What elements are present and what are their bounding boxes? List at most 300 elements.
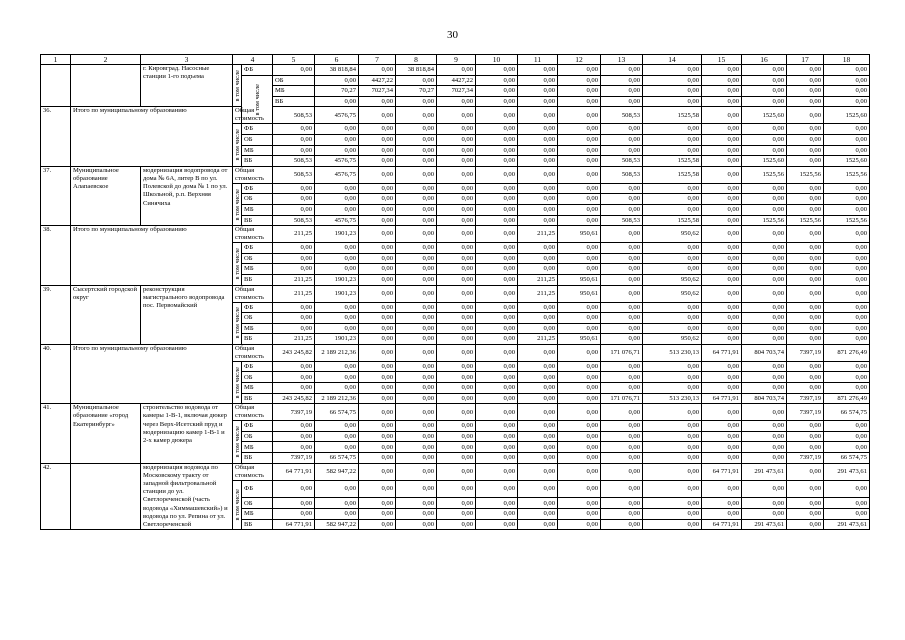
value-cell-col-5: 0,00 xyxy=(273,421,315,432)
table-row xyxy=(41,65,870,76)
value-cell-col-11: 0,00 xyxy=(518,145,558,156)
value-cell-col-7: 0,00 xyxy=(359,65,396,76)
value-cell-col-7: 0,00 xyxy=(359,156,396,167)
row-number: 37. xyxy=(41,166,71,225)
value-cell-col-6: 1901,23 xyxy=(315,274,359,285)
value-cell-col-9: 0,00 xyxy=(437,480,476,498)
value-cell-col-18: 0,00 xyxy=(824,323,870,334)
value-cell-col-7: 0,00 xyxy=(396,75,437,86)
value-cell-col-6: 0,00 xyxy=(315,145,359,156)
value-cell-col-13: 0,00 xyxy=(601,204,643,215)
value-cell-col-13: 0,00 xyxy=(643,75,702,86)
value-cell-col-13: 0,00 xyxy=(601,463,643,480)
value-cell-col-13: 508,53 xyxy=(601,107,643,124)
value-cell-col-17: 0,00 xyxy=(787,463,824,480)
value-cell-col-15: 0,00 xyxy=(702,243,742,254)
value-cell-col-17: 0,00 xyxy=(787,124,824,135)
source-ОБ: ОБ xyxy=(242,431,273,442)
value-cell-col-8: 0,00 xyxy=(396,124,437,135)
value-cell-col-6: 0,00 xyxy=(315,421,359,432)
table-row xyxy=(41,107,870,124)
value-cell-col-6: 0,00 xyxy=(315,480,359,498)
value-cell-col-18: 0,00 xyxy=(824,194,870,205)
value-cell-col-11: 0,00 xyxy=(518,323,558,334)
value-cell-col-16: 0,00 xyxy=(742,194,787,205)
column-number-5: 5 xyxy=(273,55,315,65)
total-label: Итого по муниципальному образованию xyxy=(71,107,233,166)
value-cell-col-11: 0,00 xyxy=(518,124,558,135)
source-ВБ: ВБ xyxy=(242,519,273,530)
value-cell-col-16: 804 703,74 xyxy=(742,344,787,361)
value-cell-col-17: 0,00 xyxy=(787,302,824,313)
table-row xyxy=(41,344,870,361)
value-cell-col-6: 2 189 212,36 xyxy=(315,344,359,361)
value-cell-col-17: 0,00 xyxy=(787,519,824,530)
value-cell-col-18: 1525,56 xyxy=(824,166,870,183)
source-ФБ: ФБ xyxy=(242,421,273,432)
value-cell-col-10: 0,00 xyxy=(476,134,518,145)
value-cell-col-5: 64 771,91 xyxy=(273,519,315,530)
value-cell-col-10: 0,00 xyxy=(518,75,558,86)
value-cell-col-6: 7027,34 xyxy=(359,86,396,97)
value-cell-col-9: 0,00 xyxy=(437,323,476,334)
value-cell-col-9: 0,00 xyxy=(437,243,476,254)
value-cell-col-17: 0,00 xyxy=(787,509,824,520)
value-cell-col-14: 950,62 xyxy=(643,226,702,243)
value-cell-col-13: 0,00 xyxy=(601,509,643,520)
value-cell-col-17: 0,00 xyxy=(787,334,824,345)
included-label-text: в том числе xyxy=(233,248,241,280)
value-cell-col-17: 0,00 xyxy=(787,204,824,215)
value-cell-col-15: 0,00 xyxy=(702,274,742,285)
value-cell-col-16: 0,00 xyxy=(742,323,787,334)
value-cell-col-12: 0,00 xyxy=(558,383,601,394)
value-cell-col-6: 4576,75 xyxy=(315,156,359,167)
column-number-17: 17 xyxy=(787,55,824,65)
column-number-12: 12 xyxy=(558,55,601,65)
included-label-text: в том числе xyxy=(233,426,241,458)
value-cell-col-11: 0,00 xyxy=(558,96,601,107)
value-cell-col-12: 0,00 xyxy=(558,421,601,432)
value-cell-col-9: 0,00 xyxy=(437,334,476,345)
value-cell-col-16: 0,00 xyxy=(787,86,824,97)
value-cell-col-8: 0,00 xyxy=(396,166,437,183)
value-cell-col-14: 0,00 xyxy=(643,498,702,509)
value-cell-col-7: 0,00 xyxy=(359,107,396,124)
value-cell-col-9: 0,00 xyxy=(437,453,476,464)
value-cell-col-13: 171 076,71 xyxy=(601,344,643,361)
value-cell-col-12: 950,61 xyxy=(558,274,601,285)
value-cell-col-13: 0,00 xyxy=(601,264,643,275)
value-cell-col-11: 0,00 xyxy=(518,442,558,453)
value-cell-col-18: 0,00 xyxy=(824,498,870,509)
value-cell-col-12: 0,00 xyxy=(558,463,601,480)
value-cell-col-15: 0,00 xyxy=(702,215,742,226)
included-label xyxy=(233,183,242,225)
value-cell-col-15: 0,00 xyxy=(742,86,787,97)
value-cell-col-9: 0,00 xyxy=(437,194,476,205)
value-cell-col-7: 0,00 xyxy=(359,509,396,520)
column-number-3: 3 xyxy=(141,55,233,65)
value-cell-col-16: 0,00 xyxy=(742,124,787,135)
value-cell-col-12: 0,00 xyxy=(558,264,601,275)
value-cell-col-15: 0,00 xyxy=(702,145,742,156)
value-cell-col-11: 0,00 xyxy=(518,264,558,275)
value-cell-col-16: 0,00 xyxy=(742,134,787,145)
value-cell-col-11: 0,00 xyxy=(518,134,558,145)
value-cell-col-6: 2 189 212,36 xyxy=(315,393,359,404)
value-cell-col-18: 1525,56 xyxy=(824,215,870,226)
value-cell-col-13: 0,00 xyxy=(601,226,643,243)
source-ВБ: ВБ xyxy=(242,156,273,167)
value-cell-col-14: 0,00 xyxy=(643,264,702,275)
value-cell-col-12: 0,00 xyxy=(558,453,601,464)
value-cell-col-5: 211,25 xyxy=(273,285,315,302)
value-cell-col-7: 0,00 xyxy=(359,442,396,453)
value-cell-col-9: 0,00 xyxy=(437,498,476,509)
value-cell-col-12: 950,61 xyxy=(558,334,601,345)
value-cell-col-13: 171 076,71 xyxy=(601,393,643,404)
value-cell-col-14: 513 230,13 xyxy=(643,344,702,361)
value-cell-col-14: 1525,58 xyxy=(643,107,702,124)
value-cell-col-10: 0,00 xyxy=(476,243,518,254)
value-cell-col-15: 0,00 xyxy=(702,166,742,183)
value-cell-col-5: 0,00 xyxy=(273,431,315,442)
value-cell-col-9: 0,00 xyxy=(437,274,476,285)
value-cell-col-16: 0,00 xyxy=(742,253,787,264)
value-cell-col-18: 0,00 xyxy=(824,145,870,156)
value-cell-col-7: 0,00 xyxy=(359,421,396,432)
value-cell-col-11: 0,00 xyxy=(518,509,558,520)
value-cell-col-17: 1525,56 xyxy=(787,215,824,226)
value-cell-col-17: 0,00 xyxy=(787,421,824,432)
value-cell-col-13: 0,00 xyxy=(601,383,643,394)
source-ВБ: ВБ xyxy=(242,334,273,345)
value-cell-col-18: 0,00 xyxy=(824,442,870,453)
table-row xyxy=(41,285,870,302)
column-number-6: 6 xyxy=(315,55,359,65)
value-cell-col-8: 0,00 xyxy=(396,442,437,453)
value-cell-col-17: 0,00 xyxy=(787,253,824,264)
value-cell-col-6: 0,00 xyxy=(315,498,359,509)
value-cell-col-9: 0,00 xyxy=(437,431,476,442)
source-ОБ: ОБ xyxy=(242,134,273,145)
value-cell-col-9: 0,00 xyxy=(437,509,476,520)
value-cell-col-18: 0,00 xyxy=(824,274,870,285)
value-cell-col-5: 0,00 xyxy=(273,204,315,215)
value-cell-col-9: 0,00 xyxy=(437,215,476,226)
value-cell-col-6: 0,00 xyxy=(315,264,359,275)
source-ОБ: ОБ xyxy=(242,498,273,509)
municipality-name xyxy=(71,463,141,530)
value-cell-col-13: 0,00 xyxy=(601,313,643,324)
value-cell-col-5: 0,00 xyxy=(273,253,315,264)
value-cell-col-7: 0,00 xyxy=(359,124,396,135)
value-cell-col-7: 0,00 xyxy=(359,480,396,498)
value-cell-col-16: 1525,60 xyxy=(742,107,787,124)
value-cell-col-18: 0,00 xyxy=(824,313,870,324)
value-cell-col-14: 0,00 xyxy=(643,65,702,76)
value-cell-col-7: 0,00 xyxy=(359,274,396,285)
value-cell-col-6: 1901,23 xyxy=(315,334,359,345)
value-cell-col-17: 0,00 xyxy=(787,194,824,205)
source-ФБ: ФБ xyxy=(242,243,273,254)
value-cell-col-8: 0,00 xyxy=(396,463,437,480)
value-cell-col-5: 0,00 xyxy=(273,302,315,313)
value-cell-col-11: 0,00 xyxy=(518,166,558,183)
value-cell-col-5: 0,00 xyxy=(273,509,315,520)
value-cell-col-5: 0,00 xyxy=(273,134,315,145)
included-label xyxy=(233,243,242,285)
value-cell-col-5: 0,00 xyxy=(315,96,359,107)
value-cell-col-18: 0,00 xyxy=(824,509,870,520)
source-ФБ: ФБ xyxy=(242,65,273,76)
value-cell-col-17: 0,00 xyxy=(787,183,824,194)
value-cell-col-14: 0,00 xyxy=(643,480,702,498)
value-cell-col-7: 0,00 xyxy=(396,96,437,107)
value-cell-col-15: 0,00 xyxy=(742,96,787,107)
value-cell-col-12: 0,00 xyxy=(601,86,643,97)
value-cell-col-8: 0,00 xyxy=(396,431,437,442)
value-cell-col-10: 0,00 xyxy=(476,519,518,530)
value-cell-col-13: 0,00 xyxy=(601,285,643,302)
value-cell-col-12: 950,61 xyxy=(558,226,601,243)
source-general-cost: Общая стоимость xyxy=(233,344,273,361)
value-cell-col-11: 0,00 xyxy=(518,107,558,124)
value-cell-col-7: 0,00 xyxy=(359,194,396,205)
value-cell-col-10: 0,00 xyxy=(476,421,518,432)
value-cell-col-16: 0,00 xyxy=(742,383,787,394)
value-cell-col-5: 0,00 xyxy=(273,183,315,194)
object-name: модернизация водопровода от дома № 6А, литер В по ул. Полевской до дома № 1 по ул. Школьной, р.п. Верхняя Синячиха xyxy=(141,166,233,225)
value-cell-col-16: 0,00 xyxy=(742,431,787,442)
value-cell-col-17: 7397,19 xyxy=(787,453,824,464)
value-cell-col-5: 508,53 xyxy=(273,156,315,167)
value-cell-col-12: 0,00 xyxy=(558,323,601,334)
value-cell-col-10: 0,00 xyxy=(476,404,518,421)
table-row xyxy=(41,226,870,243)
value-cell-col-7: 0,00 xyxy=(359,453,396,464)
value-cell-col-12: 0,00 xyxy=(558,215,601,226)
value-cell-col-13: 0,00 xyxy=(601,183,643,194)
value-cell-col-17: 7397,19 xyxy=(787,344,824,361)
value-cell-col-6: 1901,23 xyxy=(315,226,359,243)
value-cell-col-7: 0,00 xyxy=(359,226,396,243)
value-cell-col-5: 211,25 xyxy=(273,334,315,345)
value-cell-col-6: 0,00 xyxy=(315,253,359,264)
object-name: реконструкция магистрального водопровода пос. Первомайский xyxy=(141,285,233,344)
value-cell-col-18: 291 473,61 xyxy=(824,519,870,530)
value-cell-col-10: 0,00 xyxy=(476,194,518,205)
value-cell-col-15: 0,00 xyxy=(702,383,742,394)
value-cell-col-14: 0,00 xyxy=(643,243,702,254)
included-label xyxy=(233,421,242,463)
value-cell-col-12: 0,00 xyxy=(601,75,643,86)
value-cell-col-12: 0,00 xyxy=(558,156,601,167)
value-cell-col-13: 508,53 xyxy=(601,166,643,183)
value-cell-col-18: 0,00 xyxy=(824,226,870,243)
value-cell-col-11: 0,00 xyxy=(518,183,558,194)
value-cell-col-12: 0,00 xyxy=(558,183,601,194)
value-cell-col-17: 0,00 xyxy=(787,274,824,285)
value-cell-col-11: 0,00 xyxy=(518,393,558,404)
value-cell-col-10: 0,00 xyxy=(476,463,518,480)
value-cell-col-5: 0,00 xyxy=(273,372,315,383)
value-cell-col-11: 0,00 xyxy=(518,480,558,498)
value-cell-col-11: 211,25 xyxy=(518,285,558,302)
source-ВБ: ВБ xyxy=(242,393,273,404)
value-cell-col-6: 0,00 xyxy=(315,243,359,254)
value-cell-col-9: 0,00 xyxy=(437,226,476,243)
value-cell-col-18: 291 473,61 xyxy=(824,463,870,480)
value-cell-col-9: 0,00 xyxy=(437,65,476,76)
value-cell-col-18: 0,00 xyxy=(824,204,870,215)
value-cell-col-6: 0,00 xyxy=(359,96,396,107)
value-cell-col-16: 0,00 xyxy=(742,302,787,313)
value-cell-col-18: 0,00 xyxy=(824,134,870,145)
value-cell-col-15: 0,00 xyxy=(702,302,742,313)
value-cell-col-7: 0,00 xyxy=(359,302,396,313)
value-cell-col-8: 0,00 xyxy=(396,313,437,324)
value-cell-col-16: 0,00 xyxy=(742,65,787,76)
value-cell-col-13: 508,53 xyxy=(601,215,643,226)
column-number-11: 11 xyxy=(518,55,558,65)
source-ОБ: ОБ xyxy=(242,313,273,324)
value-cell-col-7: 0,00 xyxy=(359,404,396,421)
source-ВБ: ВБ xyxy=(273,96,315,107)
source-general-cost: Общая стоимость xyxy=(233,404,273,421)
source-ВБ: ВБ xyxy=(242,215,273,226)
value-cell-col-14: 0,00 xyxy=(643,313,702,324)
value-cell-col-16: 0,00 xyxy=(742,372,787,383)
included-label-text: в том числе xyxy=(253,83,261,116)
value-cell-col-17: 0,00 xyxy=(787,498,824,509)
column-number-8: 8 xyxy=(396,55,437,65)
value-cell-col-9: 0,00 xyxy=(437,463,476,480)
value-cell-col-5: 508,53 xyxy=(273,215,315,226)
value-cell-col-15: 0,00 xyxy=(702,334,742,345)
value-cell-col-6: 4427,22 xyxy=(359,75,396,86)
value-cell-col-13: 0,00 xyxy=(601,334,643,345)
value-cell-col-12: 0,00 xyxy=(558,509,601,520)
value-cell-col-11: 0,00 xyxy=(518,215,558,226)
included-label xyxy=(233,480,242,530)
source-general-cost: Общая стоимость xyxy=(233,285,273,302)
value-cell-col-9: 0,00 xyxy=(437,145,476,156)
value-cell-col-9: 0,00 xyxy=(437,421,476,432)
value-cell-col-16: 1525,56 xyxy=(742,215,787,226)
column-number-18: 18 xyxy=(824,55,870,65)
value-cell-col-15: 0,00 xyxy=(702,442,742,453)
value-cell-col-13: 0,00 xyxy=(601,421,643,432)
source-ОБ: ОБ xyxy=(242,194,273,205)
included-label xyxy=(233,361,242,403)
municipality-name xyxy=(71,65,141,107)
value-cell-col-11: 0,00 xyxy=(518,253,558,264)
column-number-16: 16 xyxy=(742,55,787,65)
value-cell-col-12: 0,00 xyxy=(558,124,601,135)
value-cell-col-10: 0,00 xyxy=(518,96,558,107)
value-cell-col-6: 0,00 xyxy=(315,124,359,135)
value-cell-col-15: 64 771,91 xyxy=(702,393,742,404)
value-cell-col-8: 0,00 xyxy=(396,302,437,313)
value-cell-col-6: 4576,75 xyxy=(315,166,359,183)
value-cell-col-10: 0,00 xyxy=(518,86,558,97)
value-cell-col-13: 0,00 xyxy=(601,253,643,264)
value-cell-col-13: 0,00 xyxy=(601,519,643,530)
included-label-text: в том числе xyxy=(233,69,241,102)
value-cell-col-6: 0,00 xyxy=(315,183,359,194)
value-cell-col-7: 0,00 xyxy=(359,204,396,215)
column-number-2: 2 xyxy=(71,55,141,65)
value-cell-col-11: 0,00 xyxy=(518,313,558,324)
value-cell-col-5: 0,00 xyxy=(273,313,315,324)
header-row xyxy=(41,55,870,65)
value-cell-col-10: 0,00 xyxy=(476,498,518,509)
value-cell-col-10: 0,00 xyxy=(476,156,518,167)
value-cell-col-16: 1525,60 xyxy=(742,156,787,167)
value-cell-col-14: 1525,58 xyxy=(643,156,702,167)
value-cell-col-18: 1525,60 xyxy=(824,107,870,124)
value-cell-col-9: 0,00 xyxy=(437,313,476,324)
value-cell-col-18: 0,00 xyxy=(824,302,870,313)
value-cell-col-16: 0,00 xyxy=(742,442,787,453)
value-cell-col-18: 1525,60 xyxy=(824,156,870,167)
value-cell-col-6: 66 574,75 xyxy=(315,453,359,464)
value-cell-col-9: 0,00 xyxy=(437,372,476,383)
value-cell-col-8: 0,00 xyxy=(396,498,437,509)
value-cell-col-17: 0,00 xyxy=(787,431,824,442)
value-cell-col-10: 0,00 xyxy=(476,183,518,194)
source-ОБ: ОБ xyxy=(273,75,315,86)
value-cell-col-14: 1525,58 xyxy=(643,215,702,226)
value-cell-col-16: 0,00 xyxy=(742,453,787,464)
value-cell-col-13: 0,00 xyxy=(601,442,643,453)
value-cell-col-9: 0,00 xyxy=(476,75,518,86)
value-cell-col-8: 0,00 xyxy=(396,393,437,404)
value-cell-col-7: 0,00 xyxy=(359,323,396,334)
value-cell-col-6: 66 574,75 xyxy=(315,404,359,421)
value-cell-col-17: 0,00 xyxy=(787,285,824,302)
value-cell-col-14: 0,00 xyxy=(643,519,702,530)
value-cell-col-8: 0,00 xyxy=(396,285,437,302)
page-number: 30 xyxy=(447,29,458,41)
value-cell-col-11: 0,00 xyxy=(518,463,558,480)
value-cell-col-6: 0,00 xyxy=(315,302,359,313)
value-cell-col-16: 291 473,61 xyxy=(742,463,787,480)
value-cell-col-9: 0,00 xyxy=(437,107,476,124)
table-row xyxy=(41,404,870,421)
value-cell-col-7: 0,00 xyxy=(359,313,396,324)
value-cell-col-11: 211,25 xyxy=(518,226,558,243)
value-cell-col-17: 1525,56 xyxy=(787,166,824,183)
row-number: 39. xyxy=(41,285,71,344)
value-cell-col-16: 0,00 xyxy=(742,226,787,243)
source-МБ: МБ xyxy=(242,204,273,215)
source-general-cost: Общая стоимость xyxy=(233,463,273,480)
source-ВБ: ВБ xyxy=(242,274,273,285)
value-cell-col-13: 0,00 xyxy=(601,243,643,254)
value-cell-col-10: 0,00 xyxy=(476,124,518,135)
value-cell-col-10: 0,00 xyxy=(476,302,518,313)
value-cell-col-8: 0,00 xyxy=(396,519,437,530)
value-cell-col-5: 0,00 xyxy=(273,383,315,394)
value-cell-col-18: 0,00 xyxy=(824,65,870,76)
value-cell-col-10: 0,00 xyxy=(476,145,518,156)
value-cell-col-16: 0,00 xyxy=(742,498,787,509)
value-cell-col-14: 0,00 xyxy=(702,86,742,97)
value-cell-col-15: 0,00 xyxy=(702,253,742,264)
